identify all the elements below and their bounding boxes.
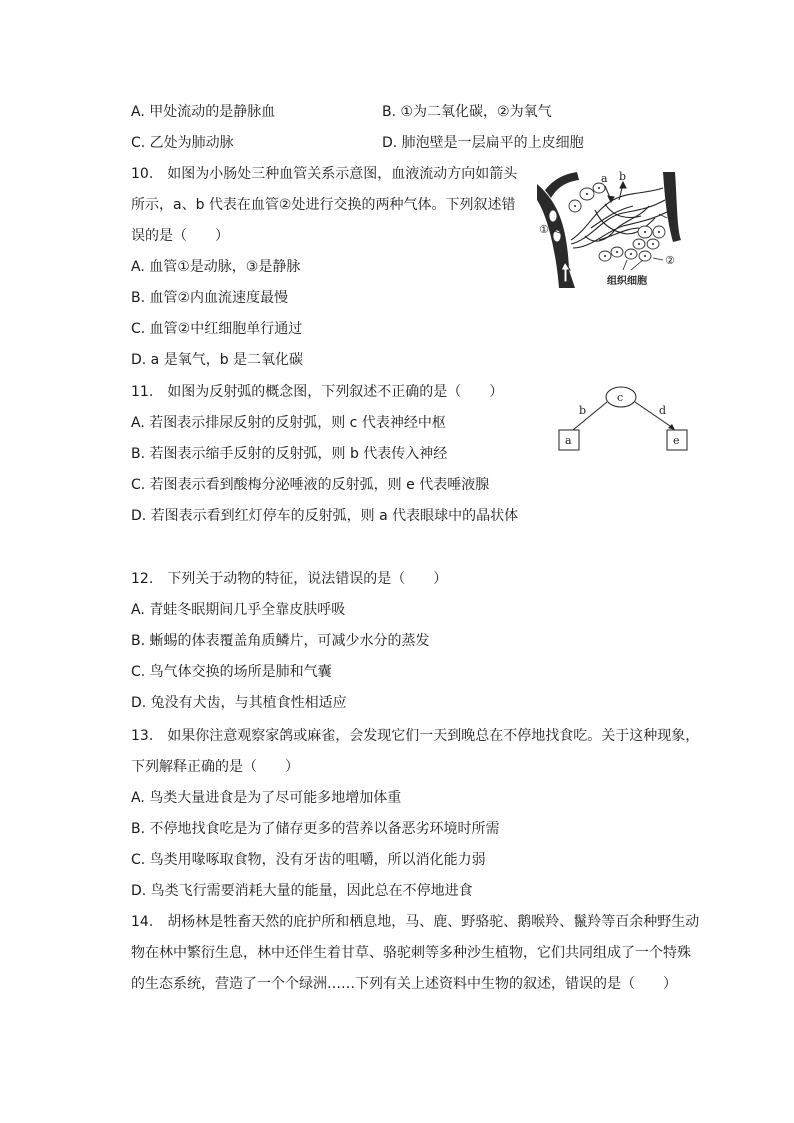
q10-option-a: A. 血管①是动脉，③是静脉 (131, 259, 301, 275)
q12-option-d: D. 兔没有犬齿，与其植食性相适应 (131, 695, 347, 711)
q14-stem-line2: 物在林中繁衍生息，林中还伴生着甘草、骆驼刺等多种沙生植物，它们共同组成了一个特殊 (131, 945, 691, 961)
q11-node-c: c (617, 391, 624, 404)
q10-vessel-diagram (535, 170, 685, 290)
q9-option-a: A. 甲处流动的是静脉血 (131, 104, 276, 120)
q12-stem: 12. 下列关于动物的特征，说法错误的是（ ） (131, 571, 448, 587)
q14-stem-line1: 14. 胡杨林是牲畜天然的庇护所和栖息地，马、鹿、野骆驼、鹅喉羚、鬣羚等百余种野生动 (131, 914, 700, 930)
q12-option-b: B. 蜥蜴的体表覆盖角质鳞片，可减少水分的蒸发 (131, 633, 430, 649)
q11-option-a: A. 若图表示排尿反射的反射弧，则 c 代表神经中枢 (131, 415, 446, 431)
q10-option-b: B. 血管②内血流速度最慢 (131, 290, 289, 306)
q11-stem: 11. 如图为反射弧的概念图，下列叙述不正确的是（ ） (131, 384, 504, 400)
q9-option-c: C. 乙处为肺动脉 (131, 135, 234, 151)
q10-stem-line3: 误的是（ ） (131, 228, 229, 244)
q12-option-c: C. 鸟气体交换的场所是肺和气囊 (131, 664, 332, 680)
q10-option-d: D. a 是氧气，b 是二氧化碳 (131, 352, 304, 368)
q11-edge-b: b (579, 404, 587, 417)
q10-label-2: ② (665, 254, 675, 267)
q10-stem-line2: 所示，a、b 代表在血管②处进行交换的两种气体。下列叙述错 (131, 197, 516, 213)
q13-stem-line2: 下列解释正确的是（ ） (131, 759, 299, 775)
q10-label-a: a (601, 172, 608, 185)
q10-label-3: ③ (667, 210, 677, 223)
q12-option-a: A. 青蛙冬眠期间几乎全靠皮肤呼吸 (131, 602, 346, 618)
q11-option-b: B. 若图表示缩手反射的反射弧，则 b 代表传入神经 (131, 446, 448, 462)
q13-option-b: B. 不停地找食吃是为了储存更多的营养以备恶劣环境时所需 (131, 821, 500, 837)
q13-option-d: D. 鸟类飞行需要消耗大量的能量，因此总在不停地进食 (131, 883, 473, 899)
q11-option-c: C. 若图表示看到酸梅分泌唾液的反射弧，则 e 代表唾液腺 (131, 477, 490, 493)
q13-option-a: A. 鸟类大量进食是为了尽可能多地增加体重 (131, 790, 402, 806)
q10-caption-tissue-cells: 组织细胞 (607, 276, 647, 287)
q11-reflex-arc-diagram (555, 384, 695, 456)
q13-stem-line1: 13. 如果你注意观察家鸽或麻雀，会发现它们一天到晚总在不停地找食吃。关于这种现象， (131, 728, 700, 744)
q10-option-c: C. 血管②中红细胞单行通过 (131, 321, 303, 337)
q11-edge-d: d (659, 404, 667, 417)
q10-stem-line1: 10. 如图为小肠处三种血管关系示意图，血液流动方向如箭头 (131, 166, 518, 182)
q11-node-a: a (565, 434, 572, 447)
q11-option-d: D. 若图表示看到红灯停车的反射弧，则 a 代表眼球中的晶状体 (131, 508, 519, 524)
q9-option-b: B. ①为二氧化碳，②为氧气 (382, 104, 552, 120)
q11-node-e: e (673, 434, 680, 447)
q13-option-c: C. 鸟类用喙啄取食物，没有牙齿的咀嚼，所以消化能力弱 (131, 852, 486, 868)
q9-option-d: D. 肺泡壁是一层扁平的上皮细胞 (382, 135, 584, 151)
q10-label-1: ① (539, 223, 549, 236)
q10-label-b: b (619, 170, 627, 183)
q14-stem-line3: 的生态系统，营造了一个个绿洲……下列有关上述资料中生物的叙述，错误的是（ ） (131, 976, 677, 992)
